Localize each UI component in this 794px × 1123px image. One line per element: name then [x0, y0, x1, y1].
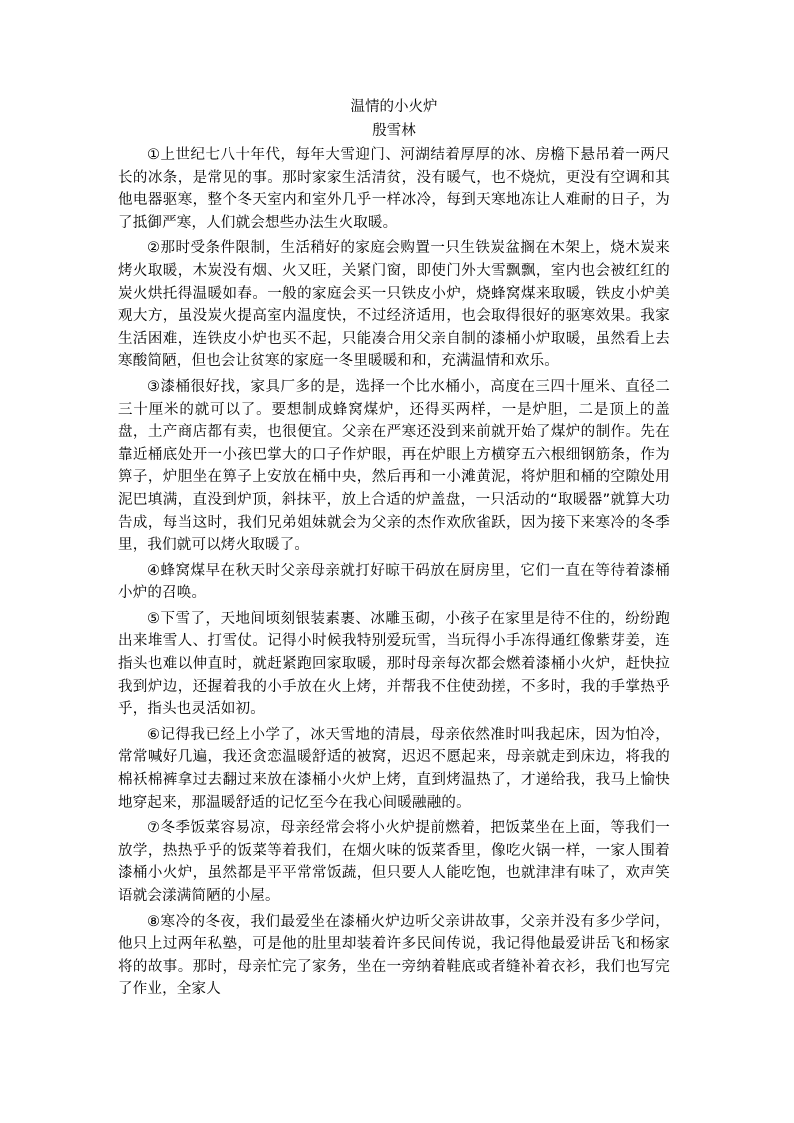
paragraph-3: ③漆桶很好找，家具厂多的是，选择一个比水桶小，高度在三四十厘米、直径二三十厘米的就可以了。要想制成蜂窝煤炉，还得买两样，一是炉胆，二是顶上的盖盘，土产商店都有卖，也很便宜。父亲在严寒还没到来前就开始了煤炉的制作。先在靠近桶底处开一小孩巴掌大的口子作炉眼，再在炉眼上方横穿五六根细钢筋条，作为箅子，炉胆坐在箅子上安放在桶中央，然后再和一小滩黄泥，将炉胆和桶的空隙处用泥巴填满，直没到炉顶，斜抹平，放上合适的炉盖盘，一只活动的“取暖器”就算大功告成，每当这时，我们兄弟姐妹就会为父亲的杰作欢欣雀跃，因为接下来寒冷的冬季里，我们就可以烤火取暖了。 [118, 378, 670, 554]
document-author: 殷雪林 [372, 123, 416, 139]
paragraph-2: ②那时受条件限制，生活稍好的家庭会购置一只生铁炭盆搁在木架上，烧木炭来烤火取暖，木炭没有烟、火又旺，关紧门窗，即使门外大雪飘飘，室内也会被红红的炭火烘托得温暖如春。一般的家庭会买一只铁皮小炉，烧蜂窝煤来取暖，铁皮小炉美观大方，虽没炭火提高室内温度快，不过经济适用，也会取得很好的驱寒效果。我家生活困难，连铁皮小炉也买不起，只能凑合用父亲自制的漆桶小炉取暖，虽然看上去寒酸简陋，但也会让贫寒的家庭一冬里暖暖和和，充满温情和欢乐。 [118, 240, 670, 370]
document-title: 温情的小火炉 [350, 99, 438, 115]
paragraph-4: ④蜂窝煤早在秋天时父亲母亲就打好晾干码放在厨房里，它们一直在等待着漆桶小炉的召唤。 [118, 562, 670, 602]
paragraph-8: ⑧寒冷的冬夜，我们最爱坐在漆桶火炉边听父亲讲故事，父亲并没有多少学问，他只上过两年私塾，可是他的肚里却装着许多民间传说，我记得他最爱讲岳飞和杨家将的故事。那时，母亲忙完了家务，坐在一旁纳着鞋底或者缝补着衣衫，我们也写完了作业，全家人 [118, 913, 670, 998]
paragraph-1: ①上世纪七八十年代，每年大雪迎门、河湖结着厚厚的冰、房檐下悬吊着一两尺长的冰条，是常见的事。那时家家生活清贫，没有暖气，也不烧炕，更没有空调和其他电器驱寒，整个冬天室内和室外几乎一样冰冷，每到天寒地冻让人难耐的日子，为了抵御严寒，人们就会想些办法生火取暖。 [118, 147, 670, 231]
paragraph-7: ⑦冬季饭菜容易凉，母亲经常会将小火炉提前燃着，把饭菜坐在上面，等我们一放学，热热乎乎的饭菜等着我们，在烟火味的饭菜香里，像吃火锅一样，一家人围着漆桶小火炉，虽然都是平平常常饭蔬，但只要人人能吃饱，也就津津有味了，欢声笑语就会漾满简陋的小屋。 [118, 820, 670, 904]
paragraph-5: ⑤下雪了，天地间顷刻银装素裹、冰雕玉砌，小孩子在家里是待不住的，纷纷跑出来堆雪人、打雪仗。记得小时候我特别爱玩雪，当玩得小手冻得通红像紫芽姜，连指头也难以伸直时，就赶紧跑回家取暖，那时母亲每次都会燃着漆桶小火炉，赶快拉我到炉边，还握着我的小手放在火上烤，并帮我不住使劲搓，不多时，我的手掌热乎乎，指头也灵活如初。 [118, 610, 670, 718]
document-page [118, 96, 670, 1004]
paragraph-6: ⑥记得我已经上小学了，冰天雪地的清晨，母亲依然准时叫我起床，因为怕冷，常常喊好几遍，我还贪恋温暖舒适的被窝，迟迟不愿起来，母亲就走到床边，将我的棉袄棉裤拿过去翻过来放在漆桶小火炉上烤，直到烤温热了，才递给我，我马上愉快地穿起来，那温暖舒适的记忆至今在我心间暖融融的。 [118, 726, 670, 811]
